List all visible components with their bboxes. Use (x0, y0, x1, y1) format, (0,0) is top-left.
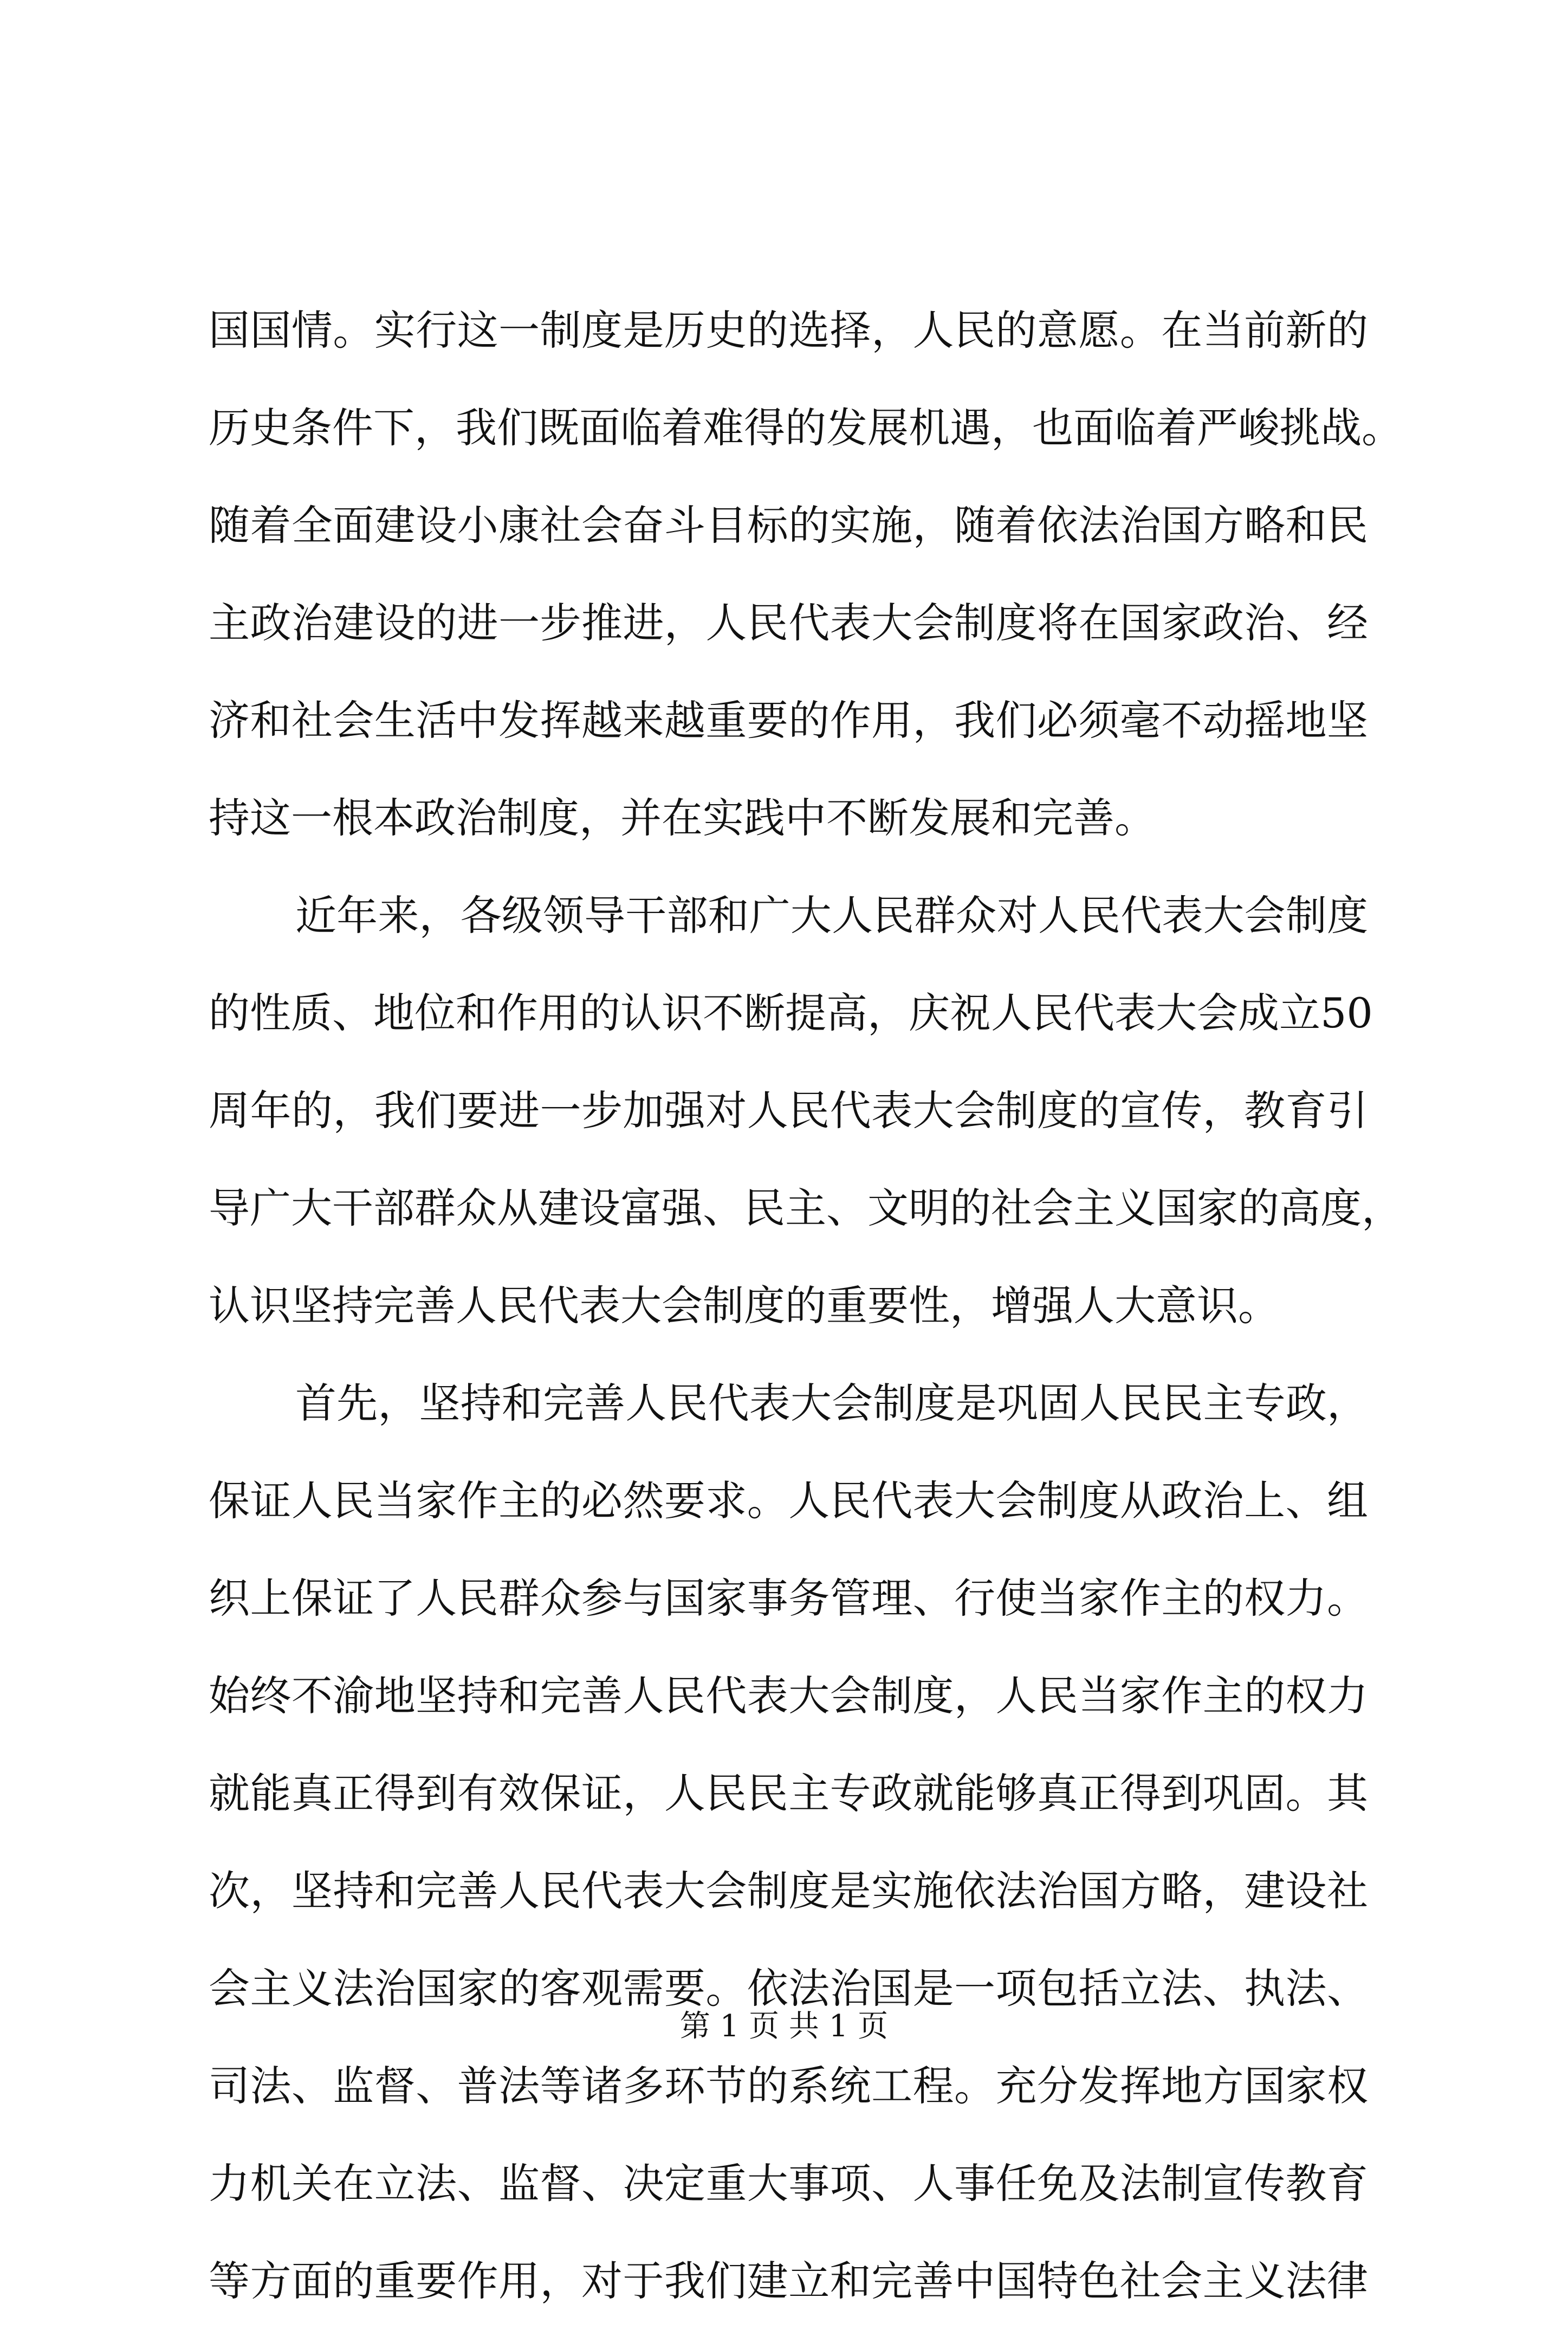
text-line: 周年的，我们要进一步加强对人民代表大会制度的宣传，教育引 (209, 1086, 1368, 1135)
text-line: 国国情。实行这一制度是历史的选择，人民的意愿。在当前新的 (209, 306, 1368, 354)
text-line: 济和社会生活中发挥越来越重要的作用，我们必须毫不动摇地坚 (209, 696, 1368, 745)
text-line: 始终不渝地坚持和完善人民代表大会制度，人民当家作主的权力 (209, 1672, 1368, 1720)
text-line: 就能真正得到有效保证，人民民主专政就能够真正得到巩固。其 (209, 1769, 1368, 1817)
text-line: 随着全面建设小康社会奋斗目标的实施，随着依法治国方略和民 (209, 501, 1368, 549)
text-line: 司法、监督、普法等诸多环节的系统工程。充分发挥地方国家权 (209, 2062, 1368, 2110)
text-line: 导广大干部群众从建设富强、民主、文明的社会主义国家的高度， (209, 1184, 1403, 1232)
text-line: 历史条件下，我们既面临着难得的发展机遇，也面临着严峻挑战。 (209, 404, 1403, 452)
text-line: 主政治建设的进一步推进，人民代表大会制度将在国家政治、经 (209, 599, 1368, 647)
page-number-footer: 第 1 页 共 1 页 (679, 2009, 889, 2044)
text-line: 保证人民当家作主的必然要求。人民代表大会制度从政治上、组 (209, 1477, 1368, 1525)
text-line: 次，坚持和完善人民代表大会制度是实施依法治国方略，建设社 (209, 1867, 1368, 1915)
paragraph-start-line: 首先，坚持和完善人民代表大会制度是巩固人民民主专政， (295, 1379, 1368, 1427)
text-line: 力机关在立法、监督、决定重大事项、人事任免及法制宣传教育 (209, 2159, 1368, 2208)
paragraph-start-line: 近年来，各级领导干部和广大人民群众对人民代表大会制度 (295, 891, 1368, 940)
text-line: 会主义法治国家的客观需要。依法治国是一项包括立法、执法、 (209, 1964, 1368, 2012)
text-line: 认识坚持完善人民代表大会制度的重要性，增强人大意识。 (209, 1282, 1279, 1330)
text-line: 织上保证了人民群众参与国家事务管理、行使当家作主的权力。 (209, 1574, 1368, 1622)
text-line: 等方面的重要作用，对于我们建立和完善中国特色社会主义法律 (209, 2257, 1368, 2305)
text-line: 持这一根本政治制度，并在实践中不断发展和完善。 (209, 794, 1156, 842)
text-line: 的性质、地位和作用的认识不断提高，庆祝人民代表大会成立50 (209, 989, 1373, 1037)
